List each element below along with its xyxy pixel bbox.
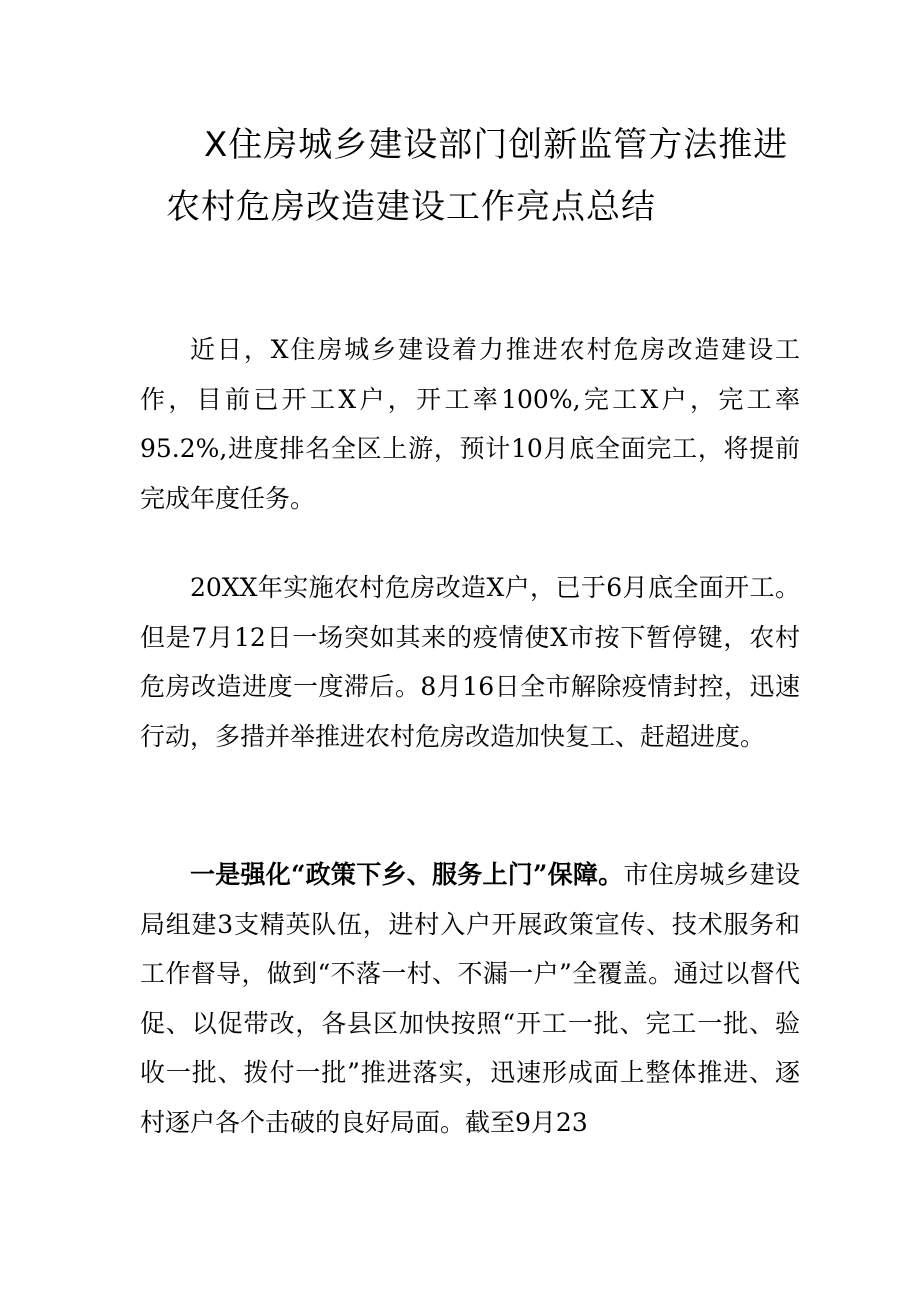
paragraph-2: 20XX年实施农村危房改造X户，已于6月底全面开工。但是7月12日一场突如其来的疫情使X市按下暂停键，农村危房改造进度一度滞后。8月16日全市解除疫情封控，迅速行动，多措并举推进农村危房改造加快复工、赶超进度。 [140,573,800,751]
paragraph-3-lead: 一是强化“政策下乡、服务上门”保障。 [190,860,624,889]
paragraph-1: 近日，X住房城乡建设着力推进农村危房改造建设工作，目前已开工X户，开工率100%,完工X户，完工率95.2%,进度排名全区上游，预计10月底全面完工，将提前完成年度任务。 [140,335,800,513]
paragraph-3-rest: 市住房城乡建设局组建3支精英队伍，进村入户开展政策宣传、技术服务和工作督导，做到“不落一村、不漏一户”全覆盖。通过以督代促、以促带改，各县区加快按照“开工一批、完工一批、验收一批、拨付一批”推进落实，迅速形成面上整体推进、逐村逐户各个击破的良好局面。截至9月23 [140,860,800,1137]
document-title-line-2: 农村危房改造建设工作亮点总结 [166,187,656,227]
paragraph-3 [140,850,800,1147]
document-title-line-1: X住房城乡建设部门创新监管方法推进 [204,125,789,165]
